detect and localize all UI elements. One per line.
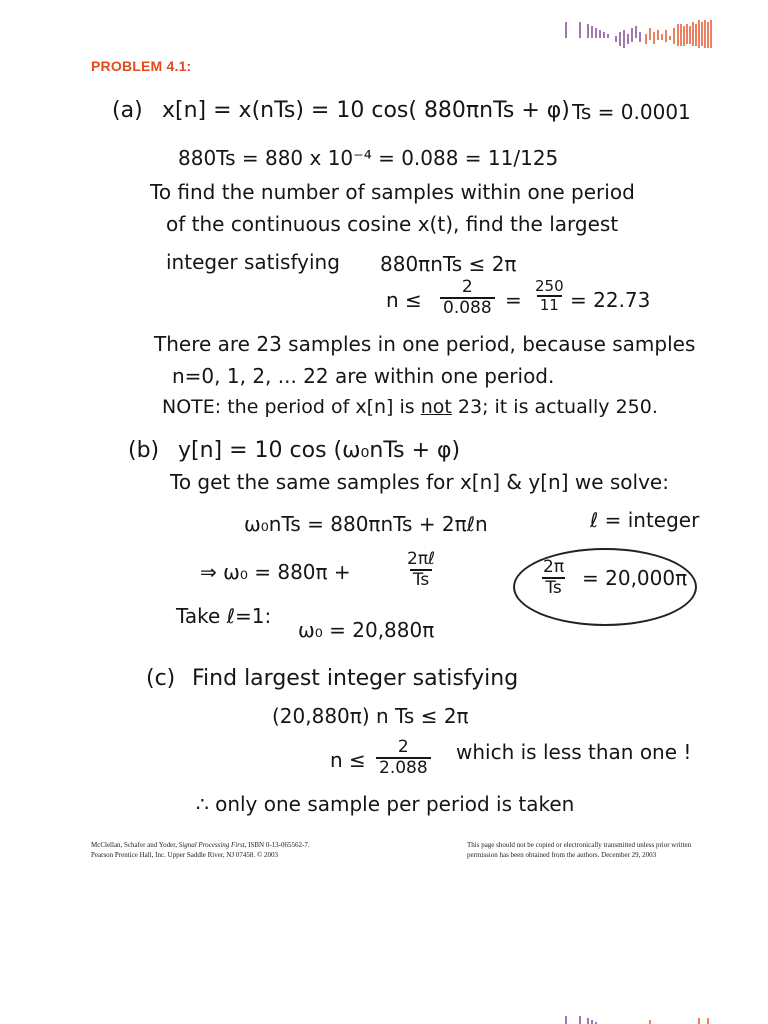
part-a-text-1: To find the number of samples within one period <box>150 180 635 204</box>
part-a-fraction-1 <box>440 278 495 317</box>
part-c-conclusion: ∴ only one sample per period is taken <box>196 792 575 816</box>
part-a-text-2: of the continuous cosine x(t), find the largest <box>166 212 619 236</box>
part-a-inequality: 880πnTs ≤ 2π <box>380 252 517 276</box>
part-a-n-leq: n ≤ <box>386 288 422 312</box>
fraction-denominator: 0.088 <box>440 297 495 318</box>
note-suffix: 23; it is actually 250. <box>451 396 658 418</box>
footer-notice-line-2: permission has been obtained from the authors. December 29, 2003 <box>467 851 657 859</box>
part-c-label: (c) <box>146 666 176 691</box>
signal-waveform-logo-partial-icon <box>560 1012 720 1024</box>
footer-citation <box>91 840 310 860</box>
note-not: not <box>420 396 452 418</box>
part-b-integer: ℓ = integer <box>590 508 700 532</box>
part-a-result: = 22.73 <box>570 288 651 312</box>
part-a-equation: x[n] = x(nTs) = 10 cos( 880πnTs + φ) <box>162 98 570 123</box>
boxed-value: = 20,000π <box>582 566 688 590</box>
part-c-text-2: which is less than one ! <box>456 740 692 764</box>
fraction-denominator: 2.088 <box>376 757 431 778</box>
part-a-text-3: integer satisfying <box>166 250 340 274</box>
footer-citation-line-1: McClellan, Schafer and Yoder, Signal Processing First, ISBN 0-13-065562-7. <box>91 841 310 849</box>
signal-waveform-logo-icon <box>560 18 720 52</box>
fraction-denominator: Ts <box>542 577 564 598</box>
part-b-equation-2: ω₀nTs = 880πnTs + 2πℓn <box>244 512 488 536</box>
part-b-take: Take ℓ=1: <box>176 604 272 628</box>
equals-sign: = <box>505 288 522 312</box>
fraction-denominator: 11 <box>537 295 562 314</box>
part-c-inequality: (20,880π) n Ts ≤ 2π <box>272 704 469 728</box>
part-a-note <box>162 396 658 418</box>
part-c-text-1: Find largest integer satisfying <box>192 666 519 691</box>
part-a-text-4: There are 23 samples in one period, because samples <box>154 332 696 356</box>
part-c-n-leq: n ≤ <box>330 748 366 772</box>
fraction-numerator: 2π <box>543 557 565 577</box>
footer-citation-line-2: Pearson Prentice Hall, Inc. Upper Saddle River, NJ 07458. © 2003 <box>91 851 279 859</box>
fraction-numerator: 250 <box>535 277 564 295</box>
part-a-fraction-2 <box>532 278 567 313</box>
part-b-text-1: To get the same samples for x[n] & y[n] we solve: <box>170 470 669 494</box>
part-b-equation: y[n] = 10 cos (ω₀nTs + φ) <box>178 438 461 463</box>
boxed-fraction <box>540 558 567 597</box>
part-a-calculation: 880Ts = 880 x 10⁻⁴ = 0.088 = 11/125 <box>178 146 559 170</box>
part-a-label: (a) <box>112 98 143 123</box>
footer-notice-line-1: This page should not be copied or electronically transmitted unless prior written <box>467 841 692 849</box>
note-prefix: NOTE: the period of x[n] is <box>162 396 421 418</box>
fraction-numerator: 2 <box>397 737 409 757</box>
fraction-numerator: 2πℓ <box>407 549 436 569</box>
part-b-arrow-equation: ⇒ ω₀ = 880π + <box>200 560 351 584</box>
part-b-label: (b) <box>128 438 160 463</box>
fraction-denominator: Ts <box>410 569 432 590</box>
part-b-fraction <box>404 550 438 589</box>
footer-copyright-notice <box>467 840 691 860</box>
part-b-omega: ω₀ = 20,880π <box>298 618 435 642</box>
fraction-numerator: 2 <box>461 277 473 297</box>
part-c-fraction <box>376 738 431 777</box>
part-a-text-5: n=0, 1, 2, ... 22 are within one period. <box>172 364 555 388</box>
problem-title: PROBLEM 4.1: <box>91 58 192 74</box>
sampling-period: Ts = 0.0001 <box>572 100 691 124</box>
